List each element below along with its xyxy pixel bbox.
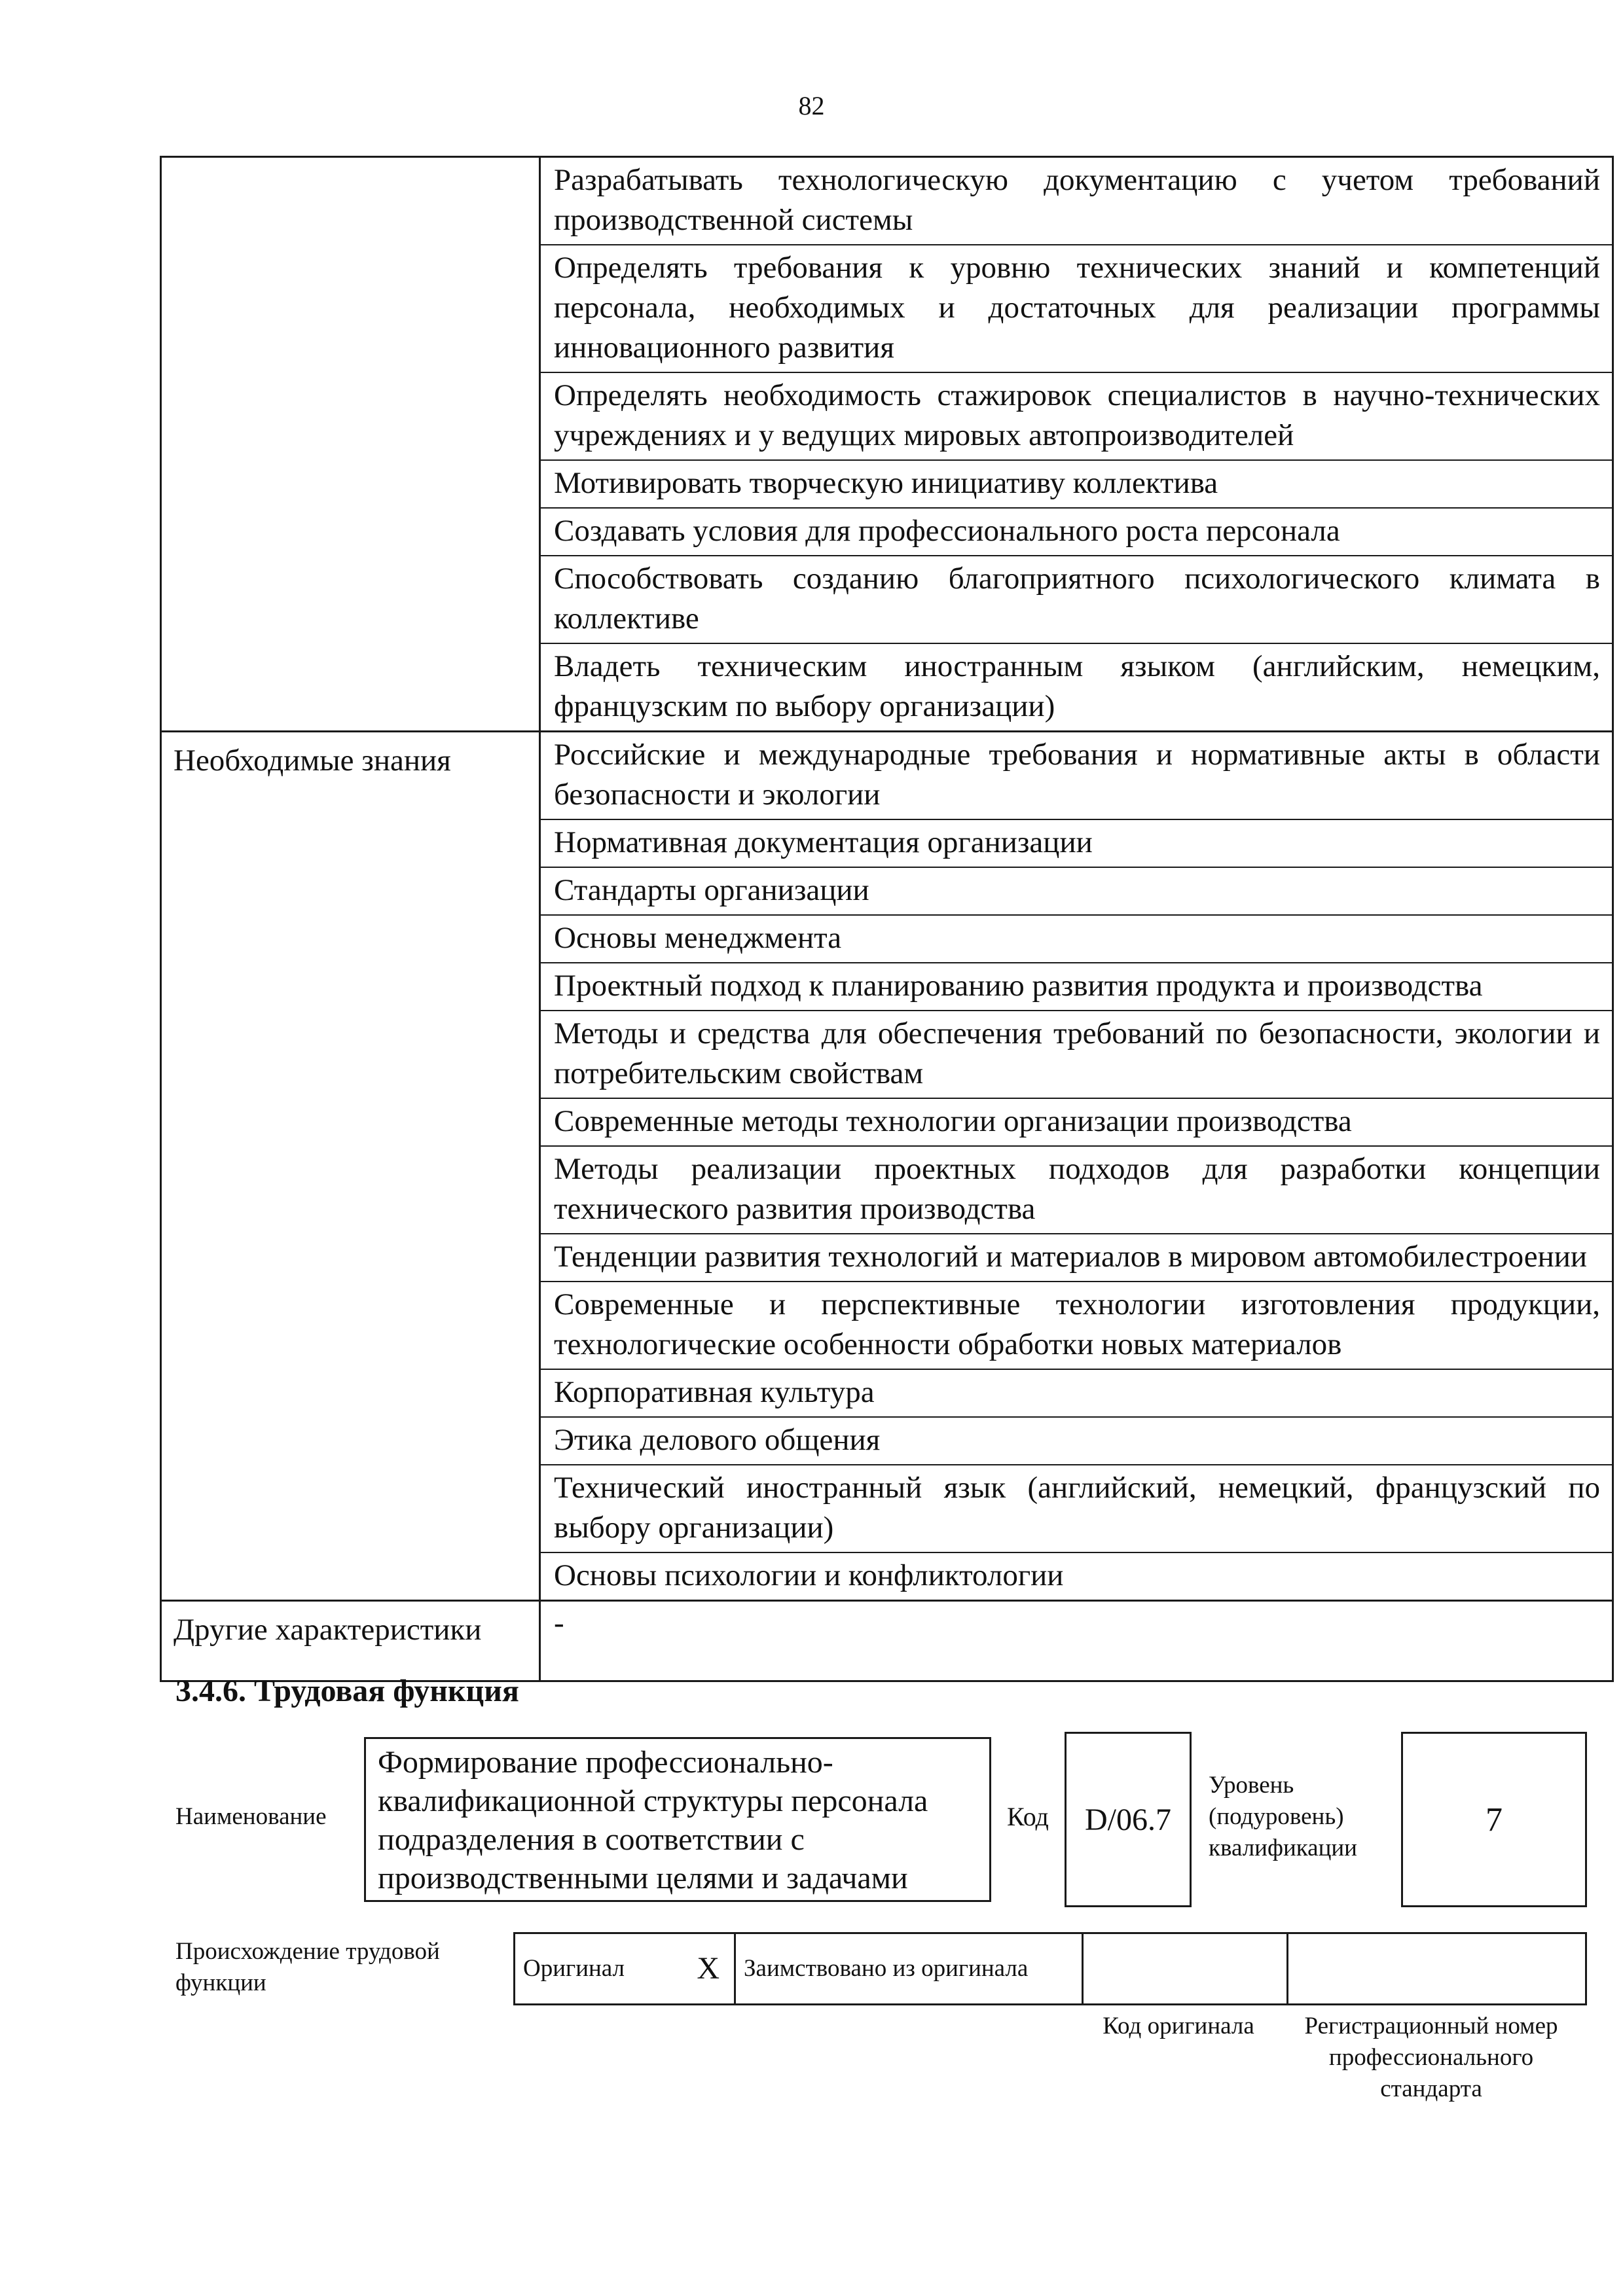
origin-label: Происхождение трудовой функции	[175, 1938, 440, 1996]
competency-table	[160, 156, 1614, 1682]
origin-original-cell	[515, 1933, 735, 2005]
other-value: -	[540, 1601, 1613, 1681]
original-label: Оригинал	[523, 1955, 625, 1982]
other-label: Другие характеристики	[161, 1601, 540, 1681]
original-code-cell	[1083, 1933, 1288, 2005]
other-row	[161, 1601, 1613, 1681]
skills-items-cell	[540, 157, 1613, 732]
registration-number-cell	[1288, 1933, 1586, 2005]
origin-table	[513, 1932, 1587, 2005]
function-code-box: D/06.7	[1065, 1732, 1192, 1907]
borrowed-label: Заимствовано из оригинала	[735, 1933, 1083, 2005]
skills-label-cell	[161, 157, 540, 732]
caption-registration-number: Регистрационный номер профессионального стандарта	[1304, 2013, 1558, 2102]
knowledge-item: Российские и международные требования и нормативные акты в области безопасности и экологии	[541, 732, 1612, 820]
skill-item: Владеть техническим иностранным языком (английским, немецким, французским по выбору организации)	[554, 649, 1600, 723]
knowledge-item: Основы менеджмента	[541, 916, 1612, 963]
page-number: 82	[798, 91, 825, 120]
knowledge-item: Нормативная документация организации	[541, 820, 1612, 868]
caption-original-code: Код оригинала	[1103, 2013, 1254, 2039]
skill-item: Создавать условия для профессионального роста персонала	[541, 509, 1612, 556]
knowledge-item: Этика делового общения	[541, 1418, 1612, 1465]
section-title: 3.4.6. Трудовая функция	[175, 1674, 519, 1708]
skill-item: Разрабатывать технологическую документацию с учетом требований производственной системы	[541, 158, 1612, 245]
knowledge-item: Методы реализации проектных подходов для разработки концепции технического развития производства	[541, 1147, 1612, 1234]
knowledge-row	[161, 732, 1613, 1601]
knowledge-item: Основы психологии и конфликтологии	[554, 1558, 1064, 1592]
knowledge-item: Современные методы технологии организации производства	[541, 1099, 1612, 1147]
knowledge-item: Корпоративная культура	[541, 1370, 1612, 1418]
knowledge-items-cell	[540, 732, 1613, 1601]
skill-item: Способствовать созданию благоприятного психологического климата в коллективе	[541, 556, 1612, 644]
skills-row	[161, 157, 1613, 732]
knowledge-item: Технический иностранный язык (английский, немецкий, французский по выбору организации)	[541, 1465, 1612, 1553]
code-label: Код	[1007, 1802, 1049, 1831]
name-label: Наименование	[175, 1803, 327, 1830]
function-name-box: Формирование профессионально-квалификационной структуры персонала подразделения в соответствии с производственными целями и задачами	[364, 1737, 991, 1902]
level-label: Уровень (подуровень) квалификации	[1209, 1772, 1357, 1861]
knowledge-item: Тенденции развития технологий и материалов в мировом автомобилестроении	[541, 1234, 1612, 1282]
knowledge-item: Современные и перспективные технологии изготовления продукции, технологические особенности обработки новых материалов	[541, 1282, 1612, 1370]
knowledge-item: Стандарты организации	[541, 868, 1612, 916]
skill-item: Определять необходимость стажировок специалистов в научно-технических учреждениях и у ведущих мировых автопроизводителей	[541, 373, 1612, 461]
original-checkmark: X	[697, 1951, 720, 1986]
knowledge-label: Необходимые знания	[161, 732, 540, 1601]
knowledge-item: Методы и средства для обеспечения требований по безопасности, экологии и потребительским свойствам	[541, 1011, 1612, 1099]
knowledge-item: Проектный подход к планированию развития продукта и производства	[541, 963, 1612, 1011]
function-level-box: 7	[1401, 1732, 1587, 1907]
skill-item: Определять требования к уровню технических знаний и компетенций персонала, необходимых и достаточных для реализации программы инновационного развития	[541, 245, 1612, 373]
skill-item: Мотивировать творческую инициативу коллектива	[541, 461, 1612, 509]
